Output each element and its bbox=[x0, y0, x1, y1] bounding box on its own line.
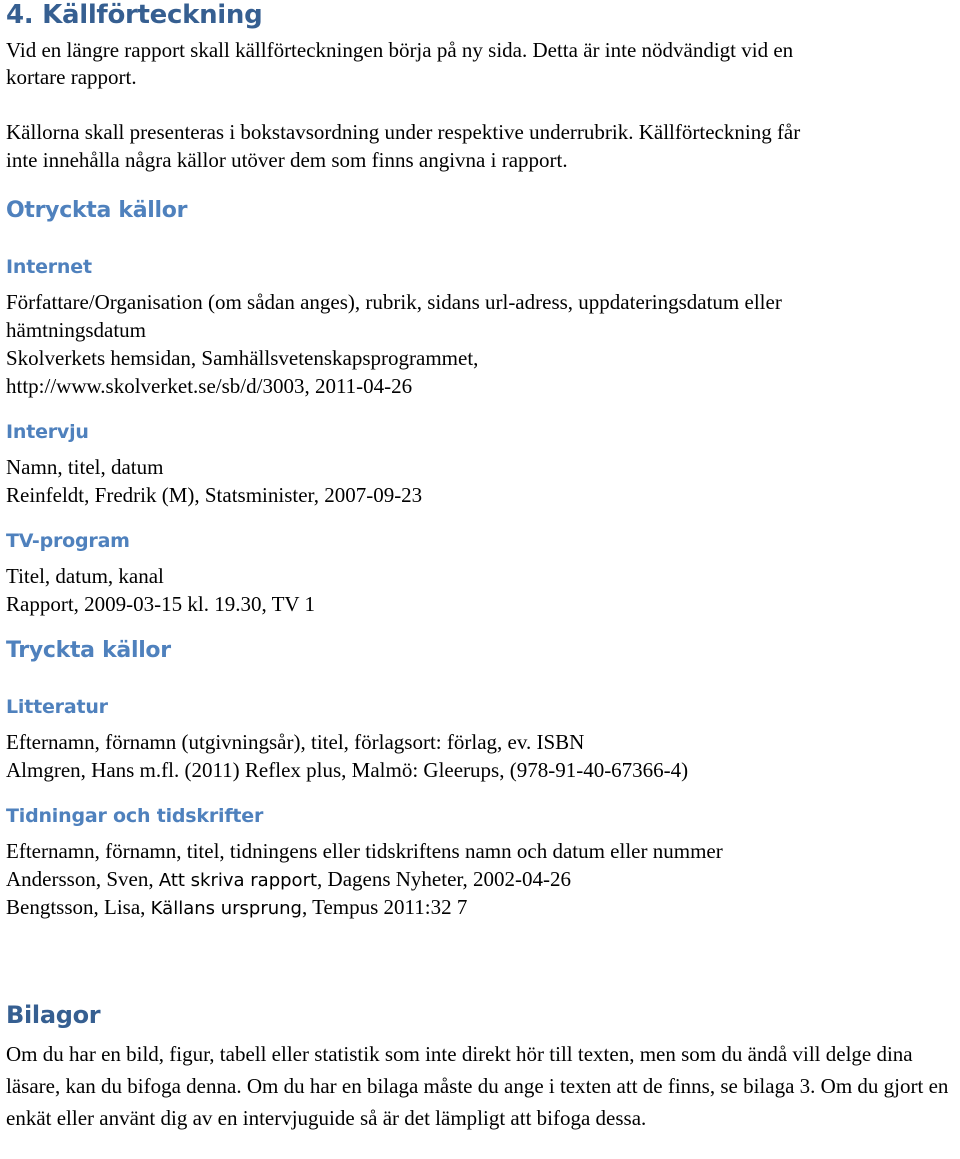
tidningar-example bbox=[6, 893, 958, 923]
intro-line: Källorna skall presenteras i bokstavsordning under respektive underrubrik. Källförteckning får bbox=[6, 120, 801, 144]
tidningar-heading: Tidningar och tidskrifter bbox=[6, 805, 264, 827]
article-title: Källans ursprung bbox=[150, 898, 302, 919]
bilagor-text: Om du har en bild, figur, tabell eller statistik som inte direkt hör till texten, men som du ändå vill delge dina läsare, kan du bifoga denna. Om du har en bilaga måste du ange i texten att de finns, se bilaga 3. Om du gjort en enkät eller använt dig av en intervjuguide så är det lämpligt att bifoga dessa. bbox=[6, 1042, 949, 1130]
internet-line: Författare/Organisation (om sådan anges), rubrik, sidans url-adress, uppdateringsdatum eller bbox=[6, 290, 782, 314]
tv-heading: TV-program bbox=[6, 530, 130, 552]
tidningar-example bbox=[6, 865, 958, 895]
tv-line: Titel, datum, kanal bbox=[6, 564, 164, 588]
intervju-line: Namn, titel, datum bbox=[6, 455, 164, 479]
author: Andersson, Sven, bbox=[6, 867, 159, 891]
intervju-heading: Intervju bbox=[6, 421, 89, 443]
section-heading: 4. Källförteckning bbox=[6, 0, 263, 30]
internet-line: hämtningsdatum bbox=[6, 318, 146, 342]
author: Bengtsson, Lisa, bbox=[6, 895, 151, 919]
source: , Tempus 2011:32 7 bbox=[301, 895, 468, 919]
intervju-line: Reinfeldt, Fredrik (M), Statsminister, 2007-09-23 bbox=[6, 483, 423, 507]
tv-line: Rapport, 2009-03-15 kl. 19.30, TV 1 bbox=[6, 592, 315, 616]
litteratur-heading: Litteratur bbox=[6, 696, 108, 718]
tryckta-heading: Tryckta källor bbox=[6, 638, 171, 663]
otryckta-heading: Otryckta källor bbox=[6, 198, 188, 223]
source: , Dagens Nyheter, 2002-04-26 bbox=[317, 867, 572, 891]
intro-line: Vid en längre rapport skall källförteckningen börja på ny sida. Detta är inte nödvändigt vid en bbox=[6, 38, 794, 62]
intro-line: inte innehålla några källor utöver dem som finns angivna i rapport. bbox=[6, 148, 568, 172]
internet-line: Skolverkets hemsidan, Samhällsvetenskapsprogrammet, bbox=[6, 346, 479, 370]
internet-heading: Internet bbox=[6, 256, 92, 278]
intro-line: kortare rapport. bbox=[6, 65, 137, 89]
tidningar-line: Efternamn, förnamn, titel, tidningens eller tidskriftens namn och datum eller nummer bbox=[6, 839, 723, 863]
litteratur-line: Efternamn, förnamn (utgivningsår), titel, förlagsort: förlag, ev. ISBN bbox=[6, 730, 585, 754]
article-title: Att skriva rapport bbox=[158, 870, 318, 891]
bilagor-heading: Bilagor bbox=[6, 1001, 101, 1029]
internet-line: http://www.skolverket.se/sb/d/3003, 2011-04-26 bbox=[6, 374, 413, 398]
litteratur-line: Almgren, Hans m.fl. (2011) Reflex plus, Malmö: Gleerups, (978-91-40-67366-4) bbox=[6, 758, 689, 782]
